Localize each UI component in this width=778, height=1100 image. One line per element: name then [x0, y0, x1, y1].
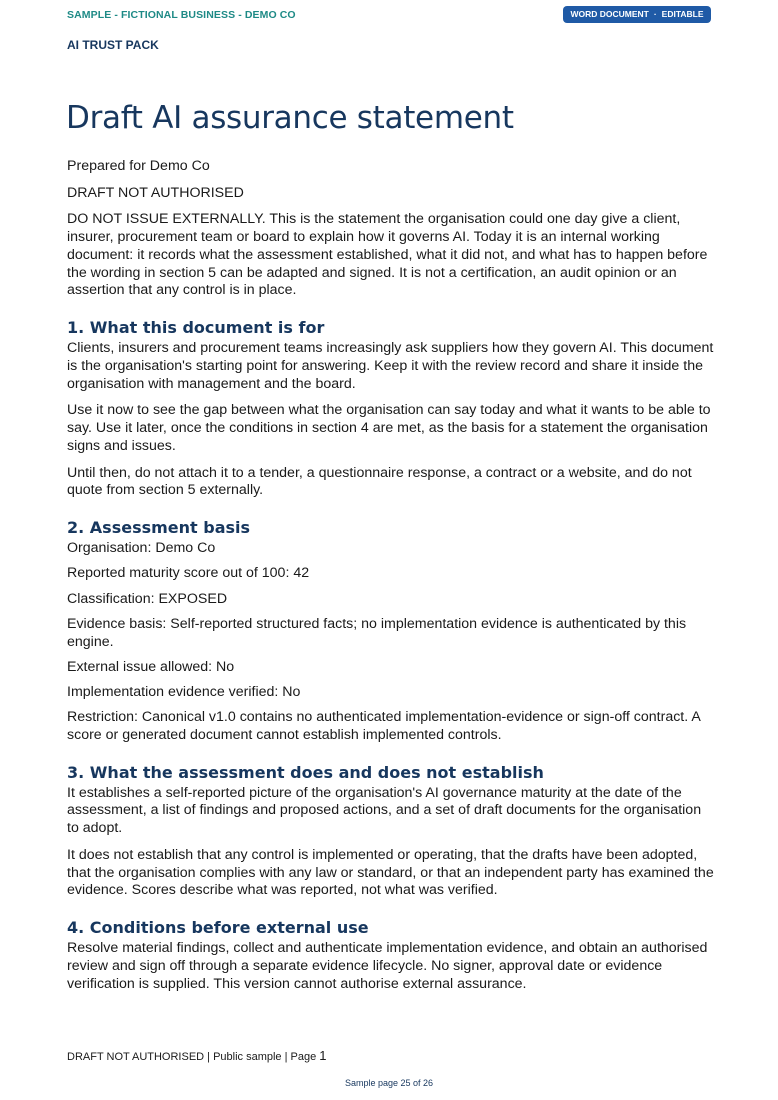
footer-page-number: 1: [319, 1048, 327, 1063]
restriction-field: Restriction: Canonical v1.0 contains no authenticated implementation-evidence or sign-off contract. A score or generated document cannot establish implemented controls.: [67, 709, 701, 743]
section-1-paragraph: Use it now to see the gap between what the organisation can say today and what it wants to be able to say. Use it later, once the conditions in section 4 are met, as the basis for a statement the organisation signs and issues.: [67, 402, 711, 454]
section-1-paragraph: Until then, do not attach it to a tender, a questionnaire response, a contract or a website, and do not quote from section 5 externally.: [67, 464, 692, 499]
external-issue-field: External issue allowed: No: [67, 658, 235, 675]
intro-notice: DO NOT ISSUE EXTERNALLY. This is the statement the organisation could one day give a client, insurer, procurement team or board to explain how it governs AI. Today it is an internal working document: it records what the assessment established, what it did not, and what has to happen before the wording in section 5 can be adapted and signed. It is not a certification, an audit opinion or an assertion that any control is in place.: [67, 211, 708, 299]
section-1-paragraph: Clients, insurers and procurement teams increasingly ask suppliers how they govern AI. This document is the organisation's starting point for answering. Keep it with the review record and share it inside the organisation with management and the board.: [67, 340, 714, 392]
section-3-paragraph: It does not establish that any control is implemented or operating, that the drafts have been adopted, that the organisation complies with any law or standard, or that an independent party has examined the evidence. Scores describe what was reported, not what was verified.: [67, 846, 714, 899]
section-4-heading: 4. Conditions before external use: [67, 918, 369, 938]
document-type-badge: [563, 6, 711, 23]
maturity-score-field: Reported maturity score out of 100: 42: [67, 565, 310, 582]
draft-status: DRAFT NOT AUTHORISED: [67, 184, 244, 201]
evidence-verified-field: Implementation evidence verified: No: [67, 683, 301, 700]
badge-separator: ·: [653, 9, 657, 19]
document-body: [67, 158, 715, 1002]
page-footer: [67, 1048, 327, 1063]
section-1-heading: 1. What this document is for: [67, 318, 325, 338]
footer-text: DRAFT NOT AUTHORISED | Public sample | Page: [67, 1051, 320, 1063]
classification-field: Classification: EXPOSED: [67, 590, 228, 607]
document-title: Draft AI assurance statement: [66, 100, 514, 136]
organisation-field: Organisation: Demo Co: [67, 540, 216, 557]
prepared-for: Prepared for Demo Co: [67, 158, 210, 174]
sample-page-indicator: Sample page 25 of 26: [344, 1078, 434, 1088]
badge-editable: EDITABLE: [661, 9, 704, 19]
top-label: SAMPLE - FICTIONAL BUSINESS - DEMO CO: [67, 9, 296, 21]
section-4-paragraph: Resolve material findings, collect and authenticate implementation evidence, and obtain an authorised review and sign off through a separate evidence lifecycle. No signer, approval date or evidence verification is supplied. This version cannot authorise external assurance.: [67, 940, 708, 992]
section-3-paragraph: It establishes a self-reported picture of the organisation's AI governance maturity at the date of the assessment, a list of findings and proposed actions, and a set of draft documents for the organisation to adopt.: [67, 784, 702, 837]
badge-word-document: WORD DOCUMENT: [570, 9, 649, 19]
section-2-heading: 2. Assessment basis: [67, 518, 251, 538]
pack-label: AI TRUST PACK: [67, 38, 159, 52]
section-3-heading: 3. What the assessment does and does not establish: [67, 762, 544, 782]
evidence-basis-field: Evidence basis: Self-reported structured facts; no implementation evidence is authenticated by this engine.: [67, 615, 687, 650]
